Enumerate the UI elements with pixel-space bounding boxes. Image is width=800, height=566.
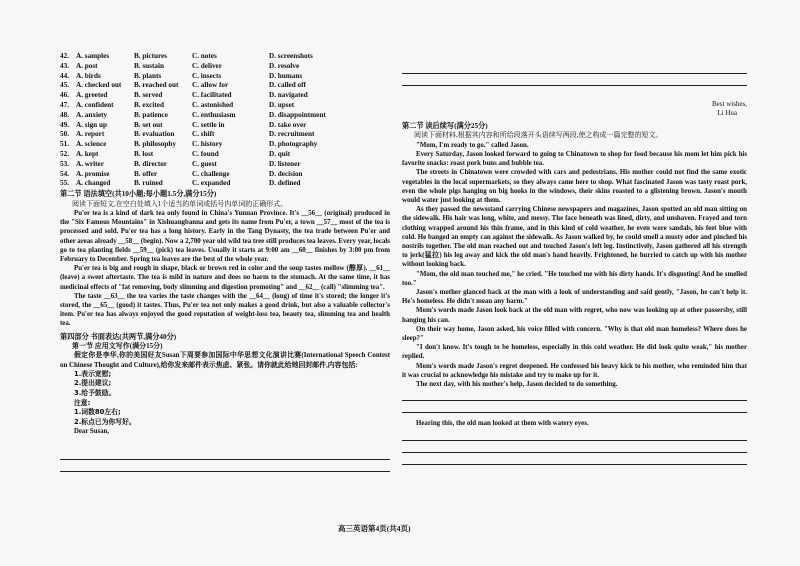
answer-line[interactable] — [402, 444, 747, 453]
story-paragraph: As they passed the newsstand carrying Chinese newspapers and magazines, Jason spotted an old man sitting on the sidewalk. His hair was long, white, and messy. The face beneath was lined, dirty, and unshaven. Frayed and torn clothing wrapped around his thin frame, and in this kind of cold weather, he even wore sandals, his feet blue with cold. He banged an empty can against the sidewalk. As Jason walked by, he could smell a musty odor and pinched his nostrils together. The old man reached out and touched Jason's left leg. Instinctively, Jason gathered all his strength to jerk(猛拉) his leg away and kick the old man's hand heavily. Frightened, he hurried to catch up with his mother without looking back. — [402, 206, 747, 269]
answer-line[interactable] — [402, 404, 747, 413]
option-d: D. listener — [269, 159, 301, 168]
continuation-prompt: Hearing this, the old man looked at them with watery eyes. — [416, 420, 589, 428]
option-d: D. take over — [269, 120, 307, 129]
option-row — [60, 121, 390, 131]
part4-heading: 第四部分 书面表达(共两节,满分40分) — [60, 332, 177, 341]
option-row — [60, 170, 390, 180]
prompt-item-3: 3.给予鼓励。 — [74, 389, 116, 398]
option-num: 43. — [60, 61, 69, 70]
story-paragraph: The next day, with his mother's help, Jason decided to do something. — [416, 381, 618, 389]
note-2: 2.标点已为你写好。 — [74, 417, 136, 426]
option-d: D. called off — [269, 81, 306, 90]
option-a: A. checked out — [76, 81, 122, 90]
option-row — [60, 111, 390, 121]
option-d: D. defined — [269, 179, 301, 188]
option-a: A. post — [76, 61, 98, 70]
option-d: D. decision — [269, 169, 303, 178]
option-c: C. found — [192, 149, 219, 158]
option-c: C. deliver — [192, 61, 222, 70]
option-b: B. lost — [134, 149, 154, 158]
story-paragraph: Mom's words made Jason look back at the old man with regret, who now was looking up at other passersby, still hanging his can. — [402, 307, 747, 324]
option-c: C. expanded — [192, 179, 231, 188]
option-num: 44. — [60, 71, 69, 80]
option-d: D. disappointment — [269, 110, 326, 119]
option-b: B. served — [134, 91, 163, 100]
option-d: D. humans — [269, 71, 303, 80]
option-d: D. screenshots — [269, 52, 313, 60]
option-num: 53. — [60, 159, 69, 168]
sec2-heading: 第二节 读后续写(满分25分) — [402, 122, 488, 130]
option-a: A. science — [76, 140, 107, 149]
salutation: Dear Susan, — [74, 428, 109, 436]
option-a: A. birds — [76, 71, 101, 80]
option-row — [60, 150, 390, 160]
story-paragraph: The streets in Chinatown were crowded with cars and pedestrians. His mother could not find the same exotic vegetables in the local supermarkets, so they always came here to shop. What fascinated Jason was tasty roast pork, even the whole pigs hanging on big hooks in the windows, their skins roasted to a glistening brown. Jason's mouth would water just looking at them. — [402, 169, 747, 205]
story-paragraph: Every Saturday, Jason looked forward to going to Chinatown to shop for food because his mom let him pick his favorite snacks: roast pork buns and bubble tea. — [402, 151, 747, 168]
option-b: B. director — [134, 159, 167, 168]
option-row — [60, 91, 390, 101]
option-c: C. enthusiasm — [192, 110, 236, 119]
answer-line[interactable] — [402, 392, 747, 401]
option-num: 55. — [60, 179, 69, 188]
story-text — [402, 141, 747, 389]
signature-name: Li Hua — [717, 109, 737, 117]
option-b: B. sustain — [134, 61, 164, 70]
option-b: B. excited — [134, 100, 164, 109]
prompt-item-1: 1.表示宽慰; — [74, 369, 112, 378]
right-column — [402, 62, 747, 468]
sec2-instruction: 阅读下面材料,根据其内容和所给段落开头语续写两段,使之构成一篇完整的短文。 — [414, 131, 663, 140]
section2-heading: 第二节 语法填空(共10小题;每小题1.5分,满分15分) — [60, 190, 217, 199]
passage-paragraph-3: The taste __63__ the tea varies the taste changes with the __64__ (long) of time it's stored; the longer it's stored, the __65__ (good) it tastes. Thus, Pu'er tea not only makes a good drink, but also a valuable collector's item. Pu'er tea has always enjoyed the good reputation of weight-loss tea, beauty tea, slimming tea and health tea. — [60, 292, 390, 328]
option-c: C. guest — [192, 159, 217, 168]
option-num: 46. — [60, 91, 69, 100]
option-row — [60, 52, 390, 62]
option-b: B. philosophy — [134, 140, 176, 149]
option-d: D. navigated — [269, 91, 308, 100]
option-num: 48. — [60, 110, 69, 119]
option-c: C. settle in — [192, 120, 225, 129]
option-c: C. challenge — [192, 169, 230, 178]
option-b: B. evaluation — [134, 130, 175, 139]
option-a: A. greeted — [76, 91, 108, 100]
story-paragraph: "Mom, the old man touched me," he cried. "He touched me with his dirty hands. It's disgusting! And he smelled too." — [402, 270, 747, 287]
option-c: C. history — [192, 140, 223, 149]
option-d: D. recruitment — [269, 130, 315, 139]
story-paragraph: On their way home, Jason asked, his voice filled with concern. "Why is that old man homeless? Where does he sleep?" — [402, 325, 747, 343]
note-label: 注意: — [74, 398, 91, 407]
option-a: A. anxiety — [76, 110, 108, 119]
page-footer: 高三英语第4页(共4页) — [338, 524, 411, 533]
option-row — [60, 160, 390, 170]
options-table — [60, 52, 390, 189]
option-b: B. offer — [134, 169, 158, 178]
option-a: A. promise — [76, 169, 110, 178]
answer-line[interactable] — [402, 77, 747, 86]
option-a: A. kept — [76, 149, 99, 158]
answer-line[interactable] — [402, 456, 747, 465]
option-num: 51. — [60, 140, 69, 149]
option-b: B. patience — [134, 110, 168, 119]
answer-line[interactable] — [60, 463, 390, 472]
option-c: C. notes — [192, 52, 217, 60]
option-d: D. quit — [269, 149, 291, 158]
option-d: D. resolve — [269, 61, 300, 70]
option-c: C. facilitated — [192, 91, 232, 100]
option-c: C. shift — [192, 130, 215, 139]
option-b: B. pictures — [134, 52, 168, 60]
option-c: C. allow for — [192, 81, 229, 90]
closing: Best wishes, — [712, 100, 747, 108]
option-row — [60, 101, 390, 111]
section2-instruction: 阅读下面短文,在空白处填入1个适当的单词或括号内单词的正确形式。 — [72, 199, 288, 208]
option-num: 45. — [60, 81, 69, 90]
option-c: C. insects — [192, 71, 222, 80]
option-num: 50. — [60, 130, 69, 139]
option-row — [60, 72, 390, 82]
option-row — [60, 130, 390, 140]
passage-paragraph-2: Pu'er tea is big and rough in shape, black or brown red in color and the soup tastes mellow (醇厚). __61__ (leave) a sweet aftertaste. The tea is mild in nature and does no harm to the stomach. At the same time, it has medicinal effects of "fat removing, body slimming and digestion promoting" and __62__ (call) "slimming tea". — [60, 265, 390, 291]
part4-sec1-heading: 第一节 应用文写作(满分15分) — [72, 342, 163, 351]
option-b: B. reached out — [134, 81, 179, 90]
option-b: B. plants — [134, 71, 162, 80]
option-d: D. upset — [269, 100, 295, 109]
option-num: 52. — [60, 149, 69, 158]
option-a: A. writer — [76, 159, 104, 168]
note-1: 1.词数80左右; — [74, 408, 121, 417]
option-a: A. changed — [76, 179, 111, 188]
story-paragraph: "I don't know. It's tough to be homeless, especially in this cold weather. He did look quite weak," his mother replied. — [402, 344, 747, 361]
answer-line[interactable] — [402, 432, 747, 441]
writing-prompt: 假定你是李华,你的美国好友Susan下周要参加国际中华思想文化演讲比赛(International Speech Contest on Chinese Thought and Culture),给你发来邮件表示焦虑、紧张。请你就此给她回封邮件,内容包括: — [60, 352, 390, 369]
option-b: B. ruined — [134, 179, 163, 188]
option-b: B. set out — [134, 120, 163, 129]
option-row — [60, 179, 390, 189]
option-row — [60, 62, 390, 72]
option-a: A. confident — [76, 100, 114, 109]
answer-line[interactable] — [402, 65, 747, 74]
option-a: A. sign up — [76, 120, 107, 129]
option-d: D. photography — [269, 140, 318, 149]
story-paragraph: "Mom, I'm ready to go." called Jason. — [416, 141, 529, 149]
option-a: A. samples — [76, 52, 110, 60]
option-num: 49. — [60, 120, 69, 129]
option-num: 47. — [60, 100, 69, 109]
option-num: 42. — [60, 52, 69, 60]
left-column — [60, 52, 390, 475]
passage-paragraph-1: Pu'er tea is a kind of dark tea only found in China's Yunnan Province. It's __56__ (original) produced in the "Six Famous Mountains" in Xishuangbanna and gets its name from Pu'er, a town __57__ most of the tea is processed and sold. Pu'er tea has a long history. Early in the Tang Dynasty, the tea trade between Pu'er and other areas already __58__ (begin). Now a 2,700 year old wild tea tree still produces tea leaves. Every year, locals go to tea planting fields __59__ (pick) tea leaves. Usually it starts at 9:00 am __60__ finishes by 3:00 pm from February to December. Spring tea leaves are the best of the whole year. — [60, 209, 390, 263]
prompt-item-2: 2.提出建议; — [74, 379, 112, 388]
option-num: 54. — [60, 169, 69, 178]
answer-line[interactable] — [60, 451, 390, 460]
option-row — [60, 140, 390, 150]
option-a: A. report — [76, 130, 105, 139]
option-row — [60, 81, 390, 91]
option-c: C. astonished — [192, 100, 234, 109]
story-paragraph: Mom's words made Jason's regret deepened. He confessed his heavy kick to his mother, who reminded him that it was crucial to acknowledge his mistake and try to make up for it. — [402, 362, 747, 379]
story-paragraph: Jason's mother glanced back at the man with a look of understanding and said gently, "Jason, he can't help it. He's homeless. He didn't mean any harm." — [402, 289, 747, 306]
